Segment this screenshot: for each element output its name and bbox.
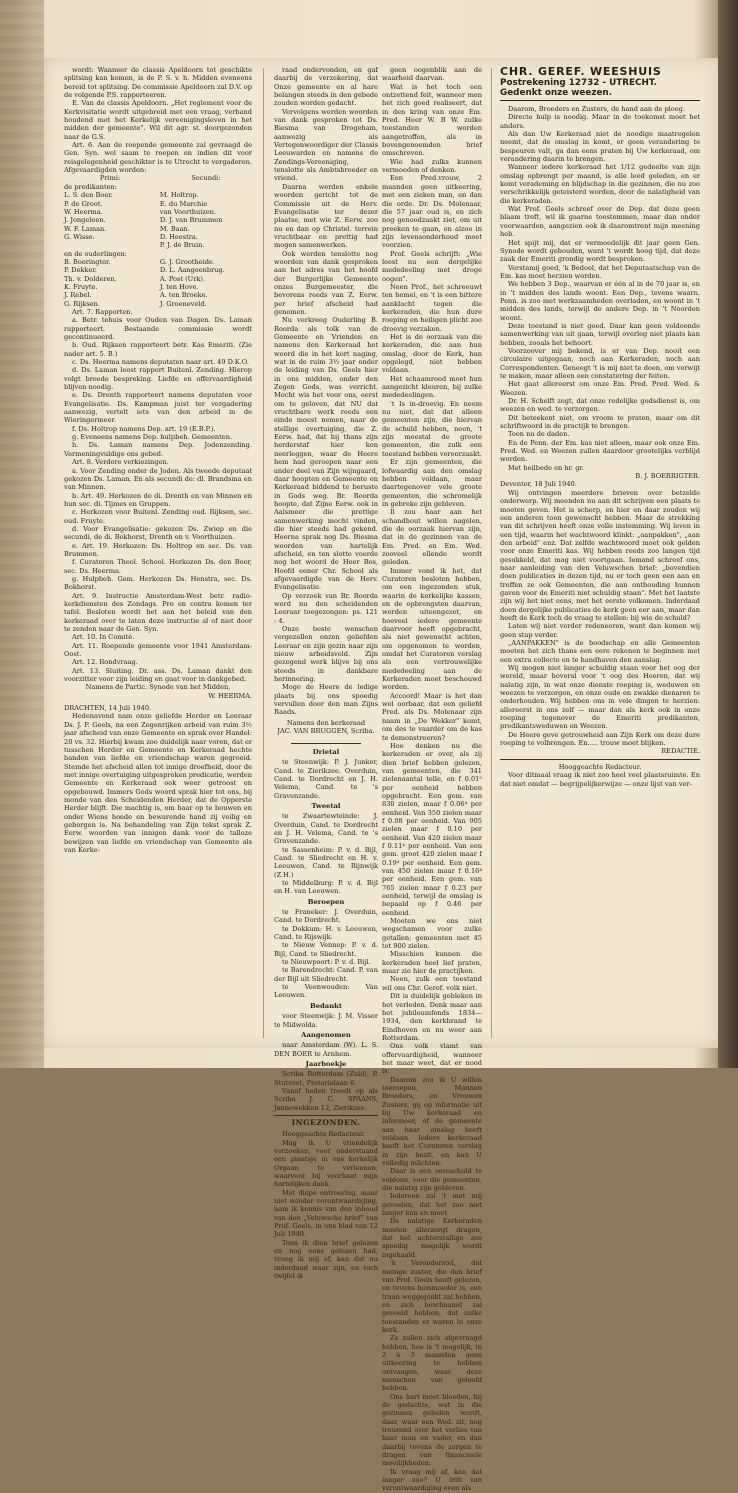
- weeshuis-slogan: Gedenkt onze weezen.: [500, 88, 613, 98]
- paragraph: Als dan Uw Kerkeraad niet de noodige maatregelen neemt, dat de omslag in komt, er geen verandering te bespeuren valt, ga dan eens praten bij Uw kerkeraad, om verandering daarin te brengen.: [500, 130, 700, 164]
- ouderling-row-name: J. ten Hove.: [159, 282, 199, 291]
- rapport-item: g. Hulpbeh. Gem. Herkozen Ds. Henstra, sec. Ds. Bokhorst.: [64, 574, 252, 592]
- predikant-row-name: [64, 241, 156, 249]
- paragraph: Immer vond ik het, dat Curatoren besloten hebben, om een ingezonden stuk, waarin de kerkelijke kassen, en de opbrengsten daarvan, werden uiteengezet, en hoeveel iedere gemeente daarvoor heeft opgebracht, als niet gewenscht achten, om opgenomen te worden, omdat het Curatoren verslag als een vertrouwelijke mededeeling aan de Kerkeraden moet beschouwd worden.: [382, 566, 482, 692]
- rapport-item: c. Ds. Heerma namens deputaten naar art. 49 D.K.O.: [72, 358, 249, 367]
- primi-secundi-heading: [64, 174, 252, 182]
- letter-continued: [500, 105, 700, 472]
- paragraph: Ons hart moet bloeden, bij de gedachte, wat in die gezinnen geleden wordt, daar, waar een Wed. zit, nog treurend over het verlies van haar man en vader, en dan daarbij tevens de zorgen te dragen van financieele moeilijkheden.: [382, 1392, 482, 1468]
- tweetal-heading: Tweetal: [311, 801, 341, 810]
- rapport-item: Art. 12. Rondvraag.: [72, 658, 138, 667]
- ouderling-row: [64, 291, 252, 299]
- column-1: [64, 66, 252, 1041]
- paragraph: Voorzoover mij bekend, is er van Dep. nooit een circulaire uitgegaan, noch aan Kerkeraden, noch aan Correspondenten. Geneegt 't is mij niet te doen, om verwijt te maken, maar alleen een constatering der feiten.: [500, 346, 700, 380]
- paragraph: Wij mogen niet langer schuldig staan voor het oog der wereld, maar hoveral voor 't oog des Heeren, dat wij nalatig zijn, in wat onze dienste roeping is, weduwen en weezen te verzorgen, en onze oude en zwakke dienaren te onderhouden. Wij hebben ons in vele dingen te herzien: allereerst in ons zelf — maar dan als kerk ook in onze roeping tegenover de Emeriti predikanten, predikantsweduwen en Weezen.: [500, 664, 700, 731]
- list-item: te Zwaartewteinde: J. Overduin, Cand. te Dordrecht en J. H. Velema, Cand. te 's Gravenzande.: [274, 812, 378, 846]
- predikant-row-name: G. Wisse.: [64, 232, 95, 241]
- ouderling-row: [64, 258, 252, 266]
- list-item: te Nieuw Vennep: P. v. d. Bijl, Cand. te Sliedrecht.: [274, 941, 378, 958]
- paragraph: We hebben 3 Dep., waarvan er één al in de 70 jaar is, en in 't midden des lands woont. Een Dep., tevens waarn. Penn. is zoo met werkzaamheden overladen, en woont in 't midden des lands, terwijl de andere Dep. in 't Noorden woont.: [500, 280, 700, 322]
- primi-label: Primi:: [99, 174, 121, 183]
- list-item: te Steenwijk: P. J. Junker, Cand. te Zierikzee. Overduin, Cand. te Dordrecht en J. H. Velema, Cand. te 's Gravenzande.: [274, 758, 378, 800]
- paragraph: raad ondervonden, en gaf daarbij de verzekering, dat Onze gemeente en al hare belangen steeds in den gebede zouden worden gedacht.: [274, 66, 378, 108]
- paragraph: En de Penn. der Em. kas niet alleen, maar ook onze Em. Pred. Wed. en Weezen zullen daardoor grootelijks verblijd worden.: [500, 438, 700, 464]
- beroepen-heading: Beroepen: [307, 897, 345, 906]
- list-item: te Franeker: J. Overduin, Cand. te Dordrecht.: [274, 908, 378, 925]
- next-letter-text: Voor ditmaal vraag ik niet zoo heel veel plaatsruimte. En dat niet omdat — begrijpelijkerwijze — onze lijst van ver-: [500, 771, 700, 788]
- rapport-item: Art. 9. Instructie Amsterdam-West betr. radio-kerkdiensten des Zondags. Pro en contra komen ter tafel. Besloten wordt het aan het beleid van den kerkeraad over te laten deze instructie al of niet door te zenden naar de Gen. Syn.: [64, 591, 252, 634]
- paragraph: De Heere geve getrouwheid aan Zijn Kerk om deze dure roeping te volbrengen. En..... trouw moet blijken.: [500, 730, 700, 748]
- next-letter-salutation: Hooggeachte Redacteur.: [558, 762, 642, 771]
- paragraph: wordt: Wanneer de classis Apeldoorn tot geschikte splitsing kan komen, is de P. S. v. h. Midden eveneens bereid tot splitsing. De commissie Apeldoorn zal D.V. op de volgende P.S. rapporteeren.: [64, 66, 252, 100]
- drietal-list: [274, 758, 378, 800]
- paragraph: Wanneer iedere kerkeraad het 1/12 gedeelte van zijn omslag opbrengt per maand, is alle leed geleden, en er komt verademing en blijdschap in die gezinnen, die nu zoo verschrikkelijk geteisterd worden, door de nalatigheid van die kerkeraden.: [500, 163, 700, 205]
- paragraph: Laten wij niet verder redeneeren, want dan komen wij geen stap verder.: [500, 622, 700, 639]
- rapport-item: Art. 10. In Comité.: [72, 633, 135, 642]
- predikant-row: [64, 241, 252, 249]
- paragraph: Accoord! Maar is het dan wel oorbaar, dat een geliefd Pred. als Ds. Molenaar zijn naam in „De Wekker" komt, om des te vaarder om de kas te demonstreeren?: [382, 691, 482, 742]
- paragraph: Wij ontvingen meerdere brieven over betzelde onderwerp. Wij meenden nu aan dit schrijven een plaats te moeten geven. Het is scherp, en hier en daar zouden wij een anderen toon gewenscht hebben. Maar de strekking van dit schrijven heeft onze volle instemming. Wij leven in een tijd, waarin het wachtwoord klinkt: „aanpakken", „aan den arbeid" enz. Dat zelfde wachtwoord moet ook gelden voor onze Emeriti kas. Wij hebben reeds zoo langen tijd gesukkeld, dat mag niet voortgaan. Iemand schreef ons, naar aanleiding van den Veluwschen brief: „bovendien doen publicaties in dezen tijd, nu er toch geen een aan en treffen ze ook Gemeenten, die aan onthouding hunnen gaven voor de Emeriti niet schuldig staan". Met het laatste zijn wij het niet eens, met het eerste volkomen. Inderdaad doen dergelijke publicaties de kerk geen eer aan, maar dan heeft de Kerk toch de vraag te stellen: bij wie de schuld?: [500, 488, 700, 622]
- paragraph: Hooggeachte Redacteur.: [282, 1130, 365, 1139]
- redactie-signature: REDACTIE.: [661, 747, 700, 756]
- drachten-continued: [274, 66, 378, 717]
- paragraph: Ik vraag mij af, kan dat langer zoo? U trilt van verontwaardiging even als: [382, 1467, 482, 1493]
- rapport-item: b. Oud. Rijksen rapporteert betr. Kas Emeriti. (Zie nader art. 5. B.): [64, 341, 252, 358]
- aangenomen-heading: Aangenomen: [301, 1030, 351, 1039]
- list-item: te Dokkum: H. v. Leeuwen, Cand. te Rijswijk.: [274, 924, 378, 942]
- rapport-item: a. Voor Zending onder de Joden. Als tweede deputaat gekozen Ds. Laman. En als secundi de: dl. Brandsma en van Minnen.: [64, 466, 252, 492]
- ouderling-row-name: Th. v. Dolderen.: [64, 274, 117, 283]
- column-2a: [274, 66, 378, 1281]
- ouderling-row-name: G. Rijksen.: [64, 299, 100, 308]
- col1-intro: [64, 66, 252, 174]
- predikanten-label: de predikanten:: [64, 182, 118, 191]
- list-item: te Middelburg: P. v. d. Bijl en H. van Leeuwen.: [274, 879, 378, 896]
- paragraph: Wie had zulks kunnen vermoeden of denken.: [382, 157, 482, 175]
- paragraph: Dr. H. Schelft zegt, dat onze redelijke godsdienst is, om weezen en wed. te verzorgen.: [500, 397, 700, 414]
- list-item: te Nieuwpoort: P. v. d. Bijl.: [282, 958, 371, 967]
- predikant-row: [64, 208, 252, 216]
- predikant-row-name: D. J. van Brummen: [159, 216, 223, 225]
- book-binding-left: [0, 0, 44, 1068]
- ouderling-row: [64, 283, 252, 291]
- paragraph: Neen, zulk een toestand wil ons Chr. Geref. volk niet.: [382, 975, 482, 992]
- paragraph: Onze beste wenschen vergezellen onzen geliefden Leeraar en zijn gezin naar zijn nieuw arbeidsveld. Zijn gezegend werk blijve bij ons steeds in dankbare herinnering.: [274, 625, 378, 684]
- column-divider: [491, 68, 492, 1038]
- drietal-heading: Drietal: [312, 747, 340, 756]
- paragraph: Met diepe ontroering, maar niet minder verontwaardiging, nam ik kennis van den inhoud van den „Veluwsche brief" van Prof. Geels, in ons blad van 12 Juli 1940.: [274, 1188, 378, 1239]
- paragraph: Daarom zou ik U willen toeroepen, Mannen Broeders, en Vrouwen Zusters, gij op informatie uit bij Uw kerkeraad en informeer, of de gemeente aan haar omslag heeft voldaan. Iedere kerkeraad heeft het Curatoren verslag in zijn bezit, en kan U volledig inlichten.: [382, 1075, 482, 1168]
- ouderling-row-name: J. Rebel.: [64, 291, 92, 300]
- synode-signature: W. HEERMA.: [208, 691, 252, 700]
- rapport-item: c. Herkozen voor Buitenl. Zending oud. Rijksen, sec. oud. Fruyte.: [64, 508, 252, 525]
- predikant-row-name: J. Jongeleen.: [64, 216, 106, 225]
- paragraph: Hoe denken nu die kerkeraden er over, als zij dien brief hebben gelezen, van gemeenten, die 341 zielenaantal telle, en f 0.01⁵ per eenheid hebben opgebracht. Een gem. van 830 zielen, maar f 0.06⁴ per eenheid. Van 350 zielen maar f 0.08 per eenheid. Van 905 zielen maar f 0.10 per eenheid. Van 420 zielen maar f 0.11⁴ per eenheid. Van een gem. groot 420 zielen maar f 0.19⁴ per eenheid. Een gem. van 450 zielen maar f 0.16⁴ per eenheid. Een gem. van 765 zielen maar f 0.23 per eenheid, terwijl de omslag is bepaald op f 0.46 per eenheid.: [382, 741, 482, 917]
- predikant-row: [64, 200, 252, 208]
- paragraph: Het is de oorzaak van die kerkeraden, die aan hun omslag, door de Kerk, hun opgelegd, niet hebben voldaan.: [382, 333, 482, 375]
- paragraph: Toen nu de daden.: [508, 430, 570, 439]
- predikant-row: [64, 225, 252, 233]
- redactie-response: [500, 489, 700, 748]
- weeshuis-masthead: [500, 66, 700, 101]
- rapport-item: Art. 11. Roepende gemeente voor 1941 Amsterdam-Oost.: [64, 641, 252, 659]
- kerkeraad-signature: JAC. VAN BRUGGEN, Scriba.: [277, 727, 375, 736]
- column-3: [500, 66, 700, 1041]
- bedankt-heading: Bedankt: [309, 1001, 343, 1010]
- paragraph: Iedereen zal 't met mij gevoelen, dat het zoo niet langer kan en moet.: [382, 1192, 482, 1218]
- rapporten-list: [64, 308, 252, 683]
- rapport-item: a. Betr. tehuis voor Ouden van Dagen. Ds. Laman rapporteert. Bestaande commissie wordt gecontinueerd.: [64, 316, 252, 341]
- rapport-item: b. Art. 49. Herkozen de di. Drenth en van Minnen en hun sec. di. Tijmes en Gruppen.: [64, 491, 252, 508]
- ingezonden-heading: INGEZONDEN.: [291, 1117, 361, 1127]
- ingezonden-letter: [382, 66, 482, 1493]
- drachten-heading: DRACHTEN, 14 Juli 1940.: [64, 704, 152, 713]
- paragraph: „AANPAKKEN" is de boodschap en alle Gemeenten moeten het zich thans een eere rekenen te beginnen met een extra collecte en te handhaven den aanslag.: [500, 639, 700, 664]
- paragraph: Daarom, Broeders en Zusters, de hand aan de ploeg.: [508, 105, 685, 113]
- weeshuis-postrekening: Postrekening 12732 - UTRECHT.: [500, 78, 657, 88]
- paragraph: Moge de Heere de ledige plaats bij ons spoedig vervullen door den man Zijns Raads.: [274, 683, 378, 717]
- rapport-item: f. Ds. Holtrop namens Dep. art. 19 (E.B.P.).: [72, 424, 216, 433]
- rapport-item: e. Art. 19. Herkozen: Ds. Holtrop en sec. Ds. van Brummen.: [64, 541, 252, 558]
- section-rule: [274, 1115, 378, 1116]
- paragraph: Neen Prof., het schreeuwt ten hemel, en 't is een bittere aanklacht tegen die kerkeraden, die hun dure roeping en heiligen plicht zoo droevig verzaken.: [382, 282, 482, 333]
- boerrigter-signature: B. J. BOERRIGTER.: [635, 472, 700, 481]
- paragraph: Verstamij goed, 'k Bedoel, dat het Deputaatschap van de Em. kas moet herzien worden.: [500, 263, 700, 280]
- column-divider: [263, 68, 264, 1038]
- predikanten-list: [64, 191, 252, 249]
- ouderling-row-name: D. L. Aangeenbrug.: [159, 266, 225, 275]
- paragraph: Ons volk vlamt van offervaardigheid, wanneer het maar weet, dat er nood is.: [382, 1042, 482, 1076]
- paragraph: Toen ik dien brief gelezen en nog eens gelezen had, vroeg ik mij af, kan dat nu inderdaad waar zijn, en toch twijfel ik: [274, 1238, 378, 1281]
- paragraph: Il zou haar aan het schandhout willen nagelen, die de oorzaak hiervan zijn, dat in de gezinnen van de Em. Pred. en Em. Wed. zooveel ellende wordt geleden.: [382, 508, 482, 567]
- paragraph: Daarna werden enkele woorden gericht tot de Commissie uit de Herv. Evangelisatie ter dezer plaatse, met wie Z. Eerw. zoo nu en dan op Christel. terrein vruchtbaar en prettig had mogen samenwerken.: [274, 182, 378, 250]
- predikant-row-name: W. F. Laman.: [64, 224, 107, 233]
- ouderling-row-name: P. Dekker.: [64, 266, 97, 275]
- jaarboekje-heading: Jaarboekje: [305, 1059, 347, 1068]
- kerkeraad-line: Namens den kerkeraad: [286, 718, 366, 727]
- paragraph: De nalatige Kerkeraden moeten allerzorgt dragen, dat het achterstallige zoo spoedig mogelijk wordt ingehaald.: [382, 1217, 482, 1259]
- rapport-item: d. Ds. Laman leest rapport Buitenl. Zending. Hierop volgt breede bespreking. Liefde en offervaardigheid blijven noodig.: [64, 366, 252, 392]
- predikant-row: [64, 216, 252, 224]
- newspaper-page: [44, 58, 718, 1493]
- paragraph: Nu verkreeg Ouderling B. Roorda als tolk van de Gemeente en Vrienden en namens den Kerkeraad het woord die in het kort naging, wat in de ruim 3½ jaar onder de leiding van Ds. Geels hier in ons midden, onder den Zegen Gods, was verricht. Mocht wis het voor ons, eerst om te geloven, dat NU dat vruchtbare werk reeds een einde moest nemen, naar de stellige overtuiging, die Z. Eerw. had, dat hij thans zijn herderstaf hier kon neerleggen, waar de Heere hem had geroepen naar een ander deel van Zijn wijngaard, daar hoopten en Gemeente en Kerkeraad biddend te beruste in Gods weg. Br. Roorda hoopte, dat Zijne Eerw. ook in Aalsmeer die prettige samenwerking mocht vinden, die hier steeds had gekend. Heerna sprak nog Ds. Biesma woorden van hartelijk afscheid, en ten slotte voerde nog het woord de Heer Bos, Hoofd eener Chr. School als afgevaardigde van de Herv. Evangelisatie.: [274, 316, 378, 592]
- column-2b: [382, 66, 482, 1493]
- paragraph: Misschien kunnen die kerkeraden heel lief praten, maar zie hier de practijken.: [382, 950, 482, 976]
- section-rule: [500, 759, 700, 760]
- bedankt-list: [274, 1012, 378, 1029]
- synode-sign-line: Namens de Partic. Synode van het Midden,: [85, 683, 231, 692]
- ouderling-row-name: G. J. Grootheide.: [159, 257, 215, 266]
- paragraph: Op verzoek van Br. Roorda werd nu den scheidenden Leeraar toegezongen: ps. 121 : 4.: [274, 591, 378, 625]
- ouderlingen-label: en de ouderlingen:: [64, 249, 128, 258]
- list-item: Scriba Rotterdam (Zuid), P. Stutvoet, Pretorialaan 6.: [274, 1070, 378, 1087]
- paragraph: Ze zullen zich afgevraagd hebben, hoe is 't mogelijk, in 2 à 3 maanden geen uitkeering te hebben ontvangen, waar deze menschen van geleefd hebben.: [382, 1334, 482, 1393]
- ouderling-row-name: K. Fruyte.: [64, 282, 98, 291]
- weeshuis-title: CHR. GEREF. WEESHUIS: [500, 65, 662, 78]
- book-binding-right: [718, 0, 738, 1068]
- predikant-row: [64, 191, 252, 199]
- list-item: voor Steenwijk: J. M. Visser te Midwolda.: [274, 1012, 378, 1029]
- predikant-row-name: E. du Marchie: [159, 199, 208, 208]
- ouderling-row-name: A. Post (Urk).: [159, 274, 206, 283]
- ouderling-row-name: B. Boeringter.: [64, 257, 111, 266]
- boerrigter-date: Deventer, 18 Juli 1940.: [500, 480, 577, 489]
- paragraph: Het schaamrood moet hun aangezicht kleuren, bij zulke mededeelingen.: [382, 374, 482, 400]
- paragraph: Het gaat allereerst om onze Em. Pred. Pred. Wed. & Weezen.: [500, 380, 700, 397]
- drachten-article: Hedenavond nam onze geliefde Herder en Leeraar Ds. J. P. Geels, na een Zegenrijken arbeid van ruim 3½ jaar afscheid van onze Gemeente en sprak over Handel: 20 vs. 32. Hierbij kwam zoo duidelijk naar voren, dat er tusschen Herder en Gemeente en Kerkeraad hechte banden van liefde en vriendschap waren gegroeid. Stemde het afscheid allen tot innige droefheid, door de met innige overtuiging uitgesproken predicatie, werden Gemeente en Kerkeraad ook weer getroost en opgebouwd. Immers Gods woord sprak hier tot ons, bij monde van den Scheidenden Herder, dat de Opperste Herder blijft. Die machtig is, om haar op te bouwen en onder Wiens hoede en bewarende hand zij veilig en geborgen is. Na behandeling van Zijn tekst sprak Z. Eerw. woorden van innigen dank voor de talloze bewijzen van liefde en vriendschap van Gemeente als van Kerke-: [64, 712, 252, 854]
- rapport-item: Art. 8. Verdere verkiezingen.: [72, 458, 169, 467]
- list-item: naar Amsterdam (W). L. S. DEN BOER te Arnhem.: [274, 1041, 378, 1058]
- predikant-row-name: van Voorthuizen.: [159, 207, 217, 216]
- paragraph: Dit beteekent niet, om vroom te praten, maar om dit schriftwoord in de practijk te brengen.: [500, 413, 700, 431]
- divider-line: [274, 738, 378, 746]
- ingezonden-article: [274, 1130, 378, 1280]
- paragraph: Prof. Geels schrijft: „Wie leest nu een dergelijke mededeeling met droge oogen".: [382, 249, 482, 283]
- rapport-item: d. Voor Evangelisatie: gekozen Ds. Zwiep en die secundi, de di. Bokhorst, Drenth en v. Voorthuizen.: [64, 524, 252, 542]
- paragraph: Mag ik U vriendelijk verzoeken, voor onderstaand een plaatsje in ons kerkelijk Orgaan te verleenen, waarvoor bij voorbaat mijn hartelijken dank.: [274, 1138, 378, 1189]
- predikant-row-name: P. J. de Bruin.: [159, 241, 205, 250]
- secundi-label: Secundi:: [191, 174, 221, 183]
- rapport-item: Art. 13. Sluiting. Dr. ass. Ds. Laman dankt den voorzitter voor zijn leiding en gaat voor in dankgebed.: [64, 666, 252, 684]
- paragraph: Een Pred.vrouw, 2 maanden geen uitkeering, met een zieken man, en dan die orde. Dr. Ds. Molenaar, die 57 jaar oud is, en zich nog genoodzaakt ziet, om uit preeken te gaan, en alzoo in zijn levensonderhoud moet voorzien.: [382, 174, 482, 250]
- paragraph: Art. 6. Aan de roepende gemeente zal gevraagd de Gen. Syn. wel saam te roepen en indien dit voor reisgelegenheid geschikter is te Utrecht te vergaderen. Afgevaardigden worden:: [64, 141, 252, 175]
- rapport-item: g. Eveneens namens Dep. hulpbeh. Gemeenten.: [72, 433, 233, 442]
- paragraph: geen oogenblik aan de waarheid daarvan.: [382, 66, 482, 83]
- ouderling-row-name: A. ten Broeke.: [159, 291, 208, 300]
- masthead-rule: [500, 100, 700, 101]
- paragraph: Moeten we ons niet wegschamen voor zulke getallen; gemeenten met 45 tot 900 zielen.: [382, 917, 482, 951]
- list-item: Vanaf heden treedt op als Scriba J. C. SPAANS, Jannewekken 12, Zierikzee.: [274, 1086, 378, 1112]
- paragraph: Dit is duidelijk gebleken in het verleden. Denk maar aan het jubileumfonds 1834—1934, den kerkbrand te Eindhoven en nu weer aan Rotterdam.: [382, 992, 482, 1042]
- rapport-item: e. Ds. Drenth rapporteert namens deputaten voor Evangelisatie. Ds. Kampman juist ter vergadering aanwezig, vertelt iets van den arbeid in de Wieringermeer.: [64, 391, 252, 425]
- ouderlingen-list: [64, 258, 252, 308]
- paragraph: Ook werden tenslotte nog woorden van dank gesproken aan het adres van het hoofd der Burgerlijke Gemeente onzes Burgemeester, die bevorens reeds van Z. Eerw. per brief afscheid had genomen.: [274, 249, 378, 316]
- jaarboekje-list: [274, 1070, 378, 1112]
- paragraph: Daar is een eereschuld te voldoen, voor die gemeenten, die nalatig zijn gebleven.: [382, 1167, 482, 1193]
- tweetal-list: [274, 812, 378, 895]
- paragraph: Met heilbede en hr. gr.: [508, 463, 584, 472]
- paragraph: E. Van de classis Apeldoorn. „Het reglement voor de Kerkvisitatie wordt uitgebreid met een vraag, verband houdend met het Kerkelijk vereenigingsleven in het midden der gemeente". Wil dit agr. st. doorgezonden naar de G.S.: [64, 99, 252, 141]
- paragraph: Deze toestand is niet goed. Daar kan geen voldoende samenwerking van uit gaan, terwijl overleg niet plaats kan hebben, zooals het behoort.: [500, 321, 700, 347]
- rapport-item: f. Curatoren Theol. School. Herkozen Ds. den Boer, sec. Ds. Heerma.: [64, 558, 252, 575]
- list-item: te Sassenheim: P. v. d. Bijl, Cand. te Sliedrecht en H. v. Leeuwen, Cand. te Rijnwijk (Z.H.): [274, 845, 378, 879]
- beroepen-list: [274, 908, 378, 1000]
- list-item: te Veenwouden: Van Leeuwen.: [274, 983, 378, 1000]
- predikant-row-name: W. Heerma.: [64, 207, 103, 216]
- paragraph: Vervolgens werden woorden van dank gesproken tot Ds. Biesma van Drogeham, aanwezig als Vertegenwoordiger der Classis Leeuwarden en namens de Zendings-Vereeniging, tenslotte als Ambtsbroeder en vriend.: [274, 107, 378, 183]
- ouderling-row: [64, 275, 252, 283]
- predikant-row-name: L. S. den Boer.: [64, 191, 113, 200]
- paragraph: 't Is in-droevig. En neem nu niet, dat dat alleen gemeenten zijn, die hiervan de schuld hebben, neen, 't zijn meestal de groote gemeenten, die zulk een toestand hebben veroorzaakt.: [382, 399, 482, 458]
- ouderling-row-name: J. Groeneveld.: [159, 299, 207, 308]
- paragraph: Er zijn gemeenten, die lofwaardig aan den omslag hebben voldaan, maar daartegenover vele groote gemeenten, die schromelijk in gebreke zijn gebleven.: [382, 458, 482, 508]
- rapport-item: Art. 7. Rapporten.: [72, 307, 133, 316]
- predikant-row: [64, 233, 252, 241]
- paragraph: Wat Prof. Geels schreef over de Dep. dat deze geen blaam treft, wil ik gaarne toestemmen, maar dan onder voorwaarden, aangezien ook ik daaromtrent mijn meening heb.: [500, 205, 700, 239]
- paragraph: Wat is het toch een ontzettend feit, wanneer men het zich goed realiseert, dat in den kring van onze Em. Pred. Heer W. B W. zulke toestanden worden aangetroffen, als in bovengenoemden brief omschreven.: [382, 82, 482, 158]
- ouderling-row: [64, 266, 252, 274]
- paragraph: Het spijt mij, dat er vermoedelijk dit jaar geen Gen. Synode wordt gehouden, want 't wordt hoog tijd, dat deze zaak der Emeriti grondig wordt besproken.: [500, 238, 700, 264]
- predikant-row-name: P. de Groot.: [64, 199, 103, 208]
- paragraph: Directe hulp is noodig. Maar in de toekomst moet het anders.: [500, 113, 700, 130]
- ouderling-row: [64, 300, 252, 308]
- paragraph: 'k Veronderstel, dat menige zuster, die den brief van Prof. Geels heeft gelezen, en tevens huismoeder is, een traan weggepinkt zal hebben, en zich beschaamd zal gevoeld hebben, dat zulke toestanden er waren in onze kerk.: [382, 1259, 482, 1334]
- rapport-item: h. Ds. Laman namens Dep. Jodenzending. Vermeningvuldige ons gebed.: [64, 441, 252, 458]
- predikant-row-name: D. Heestra.: [159, 232, 198, 241]
- aangenomen-list: [274, 1041, 378, 1058]
- predikant-row-name: M. Holtrop.: [159, 191, 199, 200]
- predikant-row-name: M. Baan.: [159, 224, 190, 233]
- list-item: te Barendrecht: Cand. P. van der Bijl uit Sliedrecht.: [274, 966, 378, 983]
